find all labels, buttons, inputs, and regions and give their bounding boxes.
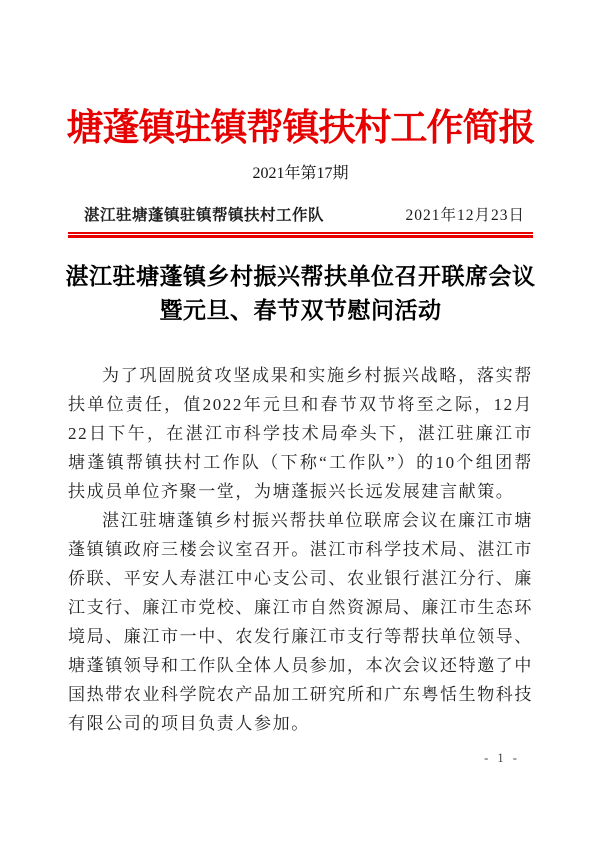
article-heading-line2: 暨元旦、春节双节慰问活动 <box>159 297 442 323</box>
masthead-author: 湛江驻塘蓬镇驻镇帮镇扶村工作队 <box>84 207 325 224</box>
body-paragraph: 为了巩固脱贫攻坚成果和实施乡村振兴战略，落实帮扶单位责任，值2022年元旦和春节双节将至之际，12月22日下午，在湛江市科学技术局牵头下，湛江驻廉江市塘蓬镇帮镇扶村工作队（下称“工作队”）的10个组团帮扶成员单位齐聚一堂，为塘蓬振兴长远发展建言献策。 <box>68 366 533 501</box>
bulletin-title: 塘蓬镇驻镇帮镇扶村工作简报 <box>66 108 535 149</box>
article-heading-line1: 湛江驻塘蓬镇乡村振兴帮扶单位召开联席会议 <box>65 263 536 289</box>
masthead-row <box>84 206 525 226</box>
red-divider-rule <box>68 232 533 238</box>
article-heading <box>40 259 561 327</box>
body-paragraph: 湛江驻塘蓬镇乡村振兴帮扶单位联席会议在廉江市塘蓬镇镇政府三楼会议室召开。湛江市科学技术局、湛江市侨联、平安人寿湛江中心支公司、农业银行湛江分行、廉江支行、廉江市党校、廉江市自然资源局、廉江市生态环境局、廉江市一中、农发行廉江市支行等帮扶单位领导、塘蓬镇领导和工作队全体人员参加，本次会议还特邀了中国热带农业科学院农产品加工研究所和广东粤恬生物科技有限公司的项目负责人参加。 <box>68 511 533 733</box>
page-number: - 1 - <box>484 751 520 765</box>
article-body <box>68 361 533 738</box>
masthead-date: 2021年12月23日 <box>405 207 525 224</box>
issue-number: 2021年第17期 <box>252 165 349 182</box>
